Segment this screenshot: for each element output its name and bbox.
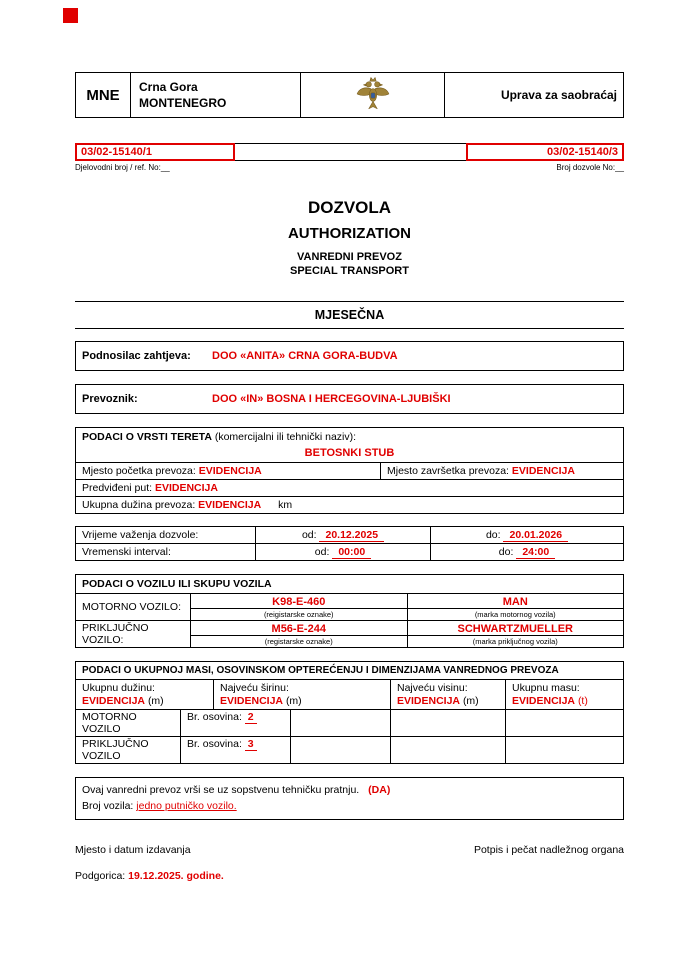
cargo-start-cell [76,463,381,479]
trailer-axles-row [76,737,623,763]
cargo-distance-value: EVIDENCIJA [198,499,262,511]
escort-line-2 [82,798,617,814]
motor-vehicle-row [76,594,623,621]
interval-label [76,544,256,560]
interval-label-text: Vremenski interval: [82,546,171,558]
interval-time-to-cell [431,544,623,560]
cargo-route-row [76,479,623,496]
cargo-end-label: Mjesto završetka prevoza: [387,465,509,477]
trailer-plate-cell [191,621,408,647]
cargo-end-cell [381,463,623,479]
do-label: do: [485,529,501,541]
motor-row-label: MOTORNO VOZILO [76,710,181,736]
escort-section [75,777,624,820]
trailer-plate-caption: (registarske oznake) [191,635,407,647]
trailer-empty-cell-3 [506,737,623,763]
applicant-section [75,341,624,371]
validity-section [75,526,624,561]
ref-number-middle-box [235,143,466,161]
dimensions-title: PODACI O UKUPNOJ MASI, OSOVINSKOM OPTEREĆENJU I DIMENZIJAMA VANREDNOG PREVOZA [76,662,623,680]
mass-cell [506,680,623,709]
height-value-line [397,695,499,707]
trailer-axles-cell [181,737,291,763]
height-label: Najveću visinu: [397,682,468,694]
validity-date-to: 20.01.2026 [503,529,568,542]
motor-plate-caption: (reigistarske oznake) [191,608,407,620]
do-label-2: do: [498,546,514,558]
validity-date-from-cell [256,527,431,544]
height-unit: (m) [462,695,479,707]
issue-place-date-label: Mjesto i datum izdavanja [75,843,191,856]
document-header [75,72,624,118]
escort-vehicles-label: Broj vozila: [82,800,134,813]
issue-date: 19.12.2025. godine. [128,869,224,882]
permit-number-right: 03/02-15140/3 [466,143,624,161]
escort-text: Ovaj vanredni prevoz vrši se uz sopstvenu tehničku pratnju. [82,784,360,796]
trailer-make-cell [408,621,624,647]
country-name-english: MONTENEGRO [139,96,227,111]
applicant-label: Podnosilac zahtjeva: [82,350,191,362]
escort-line-1 [82,782,617,798]
country-name [131,73,301,117]
document-content [75,72,624,882]
length-value: EVIDENCIJA [82,695,146,707]
mass-label: Ukupnu masu: [512,682,580,694]
cargo-end-value: EVIDENCIJA [511,465,575,477]
trailer-vehicle-label: PRIKLJUČNO VOZILO: [76,621,191,647]
trailer-axles-value: 3 [245,738,257,751]
reference-captions [75,163,624,172]
interval-time-to: 24:00 [516,546,555,559]
mass-value: EVIDENCIJA [512,695,576,707]
interval-time-from-cell [256,544,431,560]
cargo-title: PODACI O VRSTI TERETA [82,431,212,443]
signature-stamp-label: Potpis i pečat nadležnog organa [473,843,624,856]
width-value: EVIDENCIJA [220,695,284,707]
motor-axles-row [76,710,623,737]
motor-axles-cell [181,710,291,736]
applicant-value: DOO «ANITA» CRNA GORA-BUDVA [212,350,398,362]
height-cell [391,680,506,709]
permit-period: MJESEČNA [75,301,624,329]
cargo-places-row [76,462,623,479]
motor-plate-value: K98-E-460 [272,596,326,608]
cargo-start-value: EVIDENCIJA [198,465,262,477]
red-corner-mark [63,8,78,23]
carrier-section [75,384,624,414]
motor-make-caption: (marka motornog vozila) [408,608,624,620]
title-sub: VANREDNI PREVOZ [297,251,402,263]
authority-name: Uprava za saobraćaj [500,88,617,102]
cargo-distance-label: Ukupna dužina prevoza: [82,499,196,511]
title-sub-english: SPECIAL TRANSPORT [290,265,409,277]
carrier-label: Prevoznik: [82,393,138,405]
validity-period-label-text: Vrijeme važenja dozvole: [82,529,199,541]
vehicles-title: PODACI O VOZILU ILI SKUPU VOZILA [76,575,623,594]
motor-axles-label: Br. osovina: [187,711,242,723]
cargo-title-note: (komercijalni ili tehnički naziv): [214,431,357,443]
length-cell [76,680,214,709]
issue-place: Podgorica: [75,869,126,882]
motor-make-cell [408,594,624,620]
carrier-value: DOO «IN» BOSNA I HERCEGOVINA-LJUBIŠKI [212,393,451,405]
issue-place-date-row [75,870,624,882]
motor-empty-cell-3 [506,710,623,736]
title-main: DOZVOLA [307,198,392,217]
cargo-start-label: Mjesto početka prevoza: [82,465,196,477]
cargo-title-row [76,428,623,446]
ref-number-caption: Djelovodni broj / ref. No:__ [75,163,170,172]
width-unit: (m) [285,695,302,707]
trailer-plate-value: M56-E-244 [271,623,326,635]
length-unit: (m) [147,695,164,707]
escort-answer: (DA) [368,784,391,796]
trailer-empty-cell-1 [291,737,391,763]
length-value-line [82,695,207,707]
motor-empty-cell-1 [291,710,391,736]
dimensions-section [75,661,624,764]
cargo-section [75,427,624,514]
cargo-route-value: EVIDENCIJA [154,482,218,494]
montenegro-coat-of-arms-icon [356,75,390,115]
cargo-distance-unit: km [278,499,293,511]
reference-numbers-row [75,143,624,161]
coat-of-arms-cell [301,73,445,117]
trailer-empty-cell-2 [391,737,506,763]
cargo-distance-row [76,496,623,513]
od-label: od: [301,529,317,541]
validity-date-to-cell [431,527,623,544]
vehicles-section [75,574,624,648]
motor-make-value: MAN [502,596,528,608]
ref-number-left: 03/02-15140/1 [75,143,235,161]
country-code: MNE [76,73,131,117]
title-main-english: AUTHORIZATION [287,225,412,242]
width-label: Najveću širinu: [220,682,289,694]
validity-period-label [76,527,256,544]
mass-value-line [512,695,617,707]
cargo-name: BETOSNKI STUB [304,447,395,459]
cargo-route-label: Predviđeni put: [82,482,153,494]
validity-date-from: 20.12.2025 [319,529,384,542]
permit-number-caption: Broj dozvole No:__ [556,163,624,172]
title-block [75,198,624,277]
motor-empty-cell-2 [391,710,506,736]
trailer-make-caption: (marka priključnog vozila) [408,635,624,647]
trailer-vehicle-row [76,621,623,647]
od-label-2: od: [314,546,330,558]
interval-time-from: 00:00 [332,546,371,559]
width-cell [214,680,391,709]
length-label: Ukupnu dužinu: [82,682,155,694]
motor-plate-cell [191,594,408,620]
escort-vehicles-value: jedno putničko vozilo. [136,800,237,813]
dimensions-values-row [76,680,623,710]
height-value: EVIDENCIJA [397,695,461,707]
trailer-axles-label: Br. osovina: [187,738,242,750]
width-value-line [220,695,384,707]
motor-axles-value: 2 [245,711,257,724]
motor-vehicle-label: MOTORNO VOZILO: [76,594,191,620]
footer-labels-row [75,844,624,856]
trailer-make-value: SCHWARTZMUELLER [457,623,573,635]
trailer-row-label: PRIKLJUČNO VOZILO [76,737,181,763]
mass-unit: (t) [577,695,588,707]
country-name-local: Crna Gora [139,80,198,94]
